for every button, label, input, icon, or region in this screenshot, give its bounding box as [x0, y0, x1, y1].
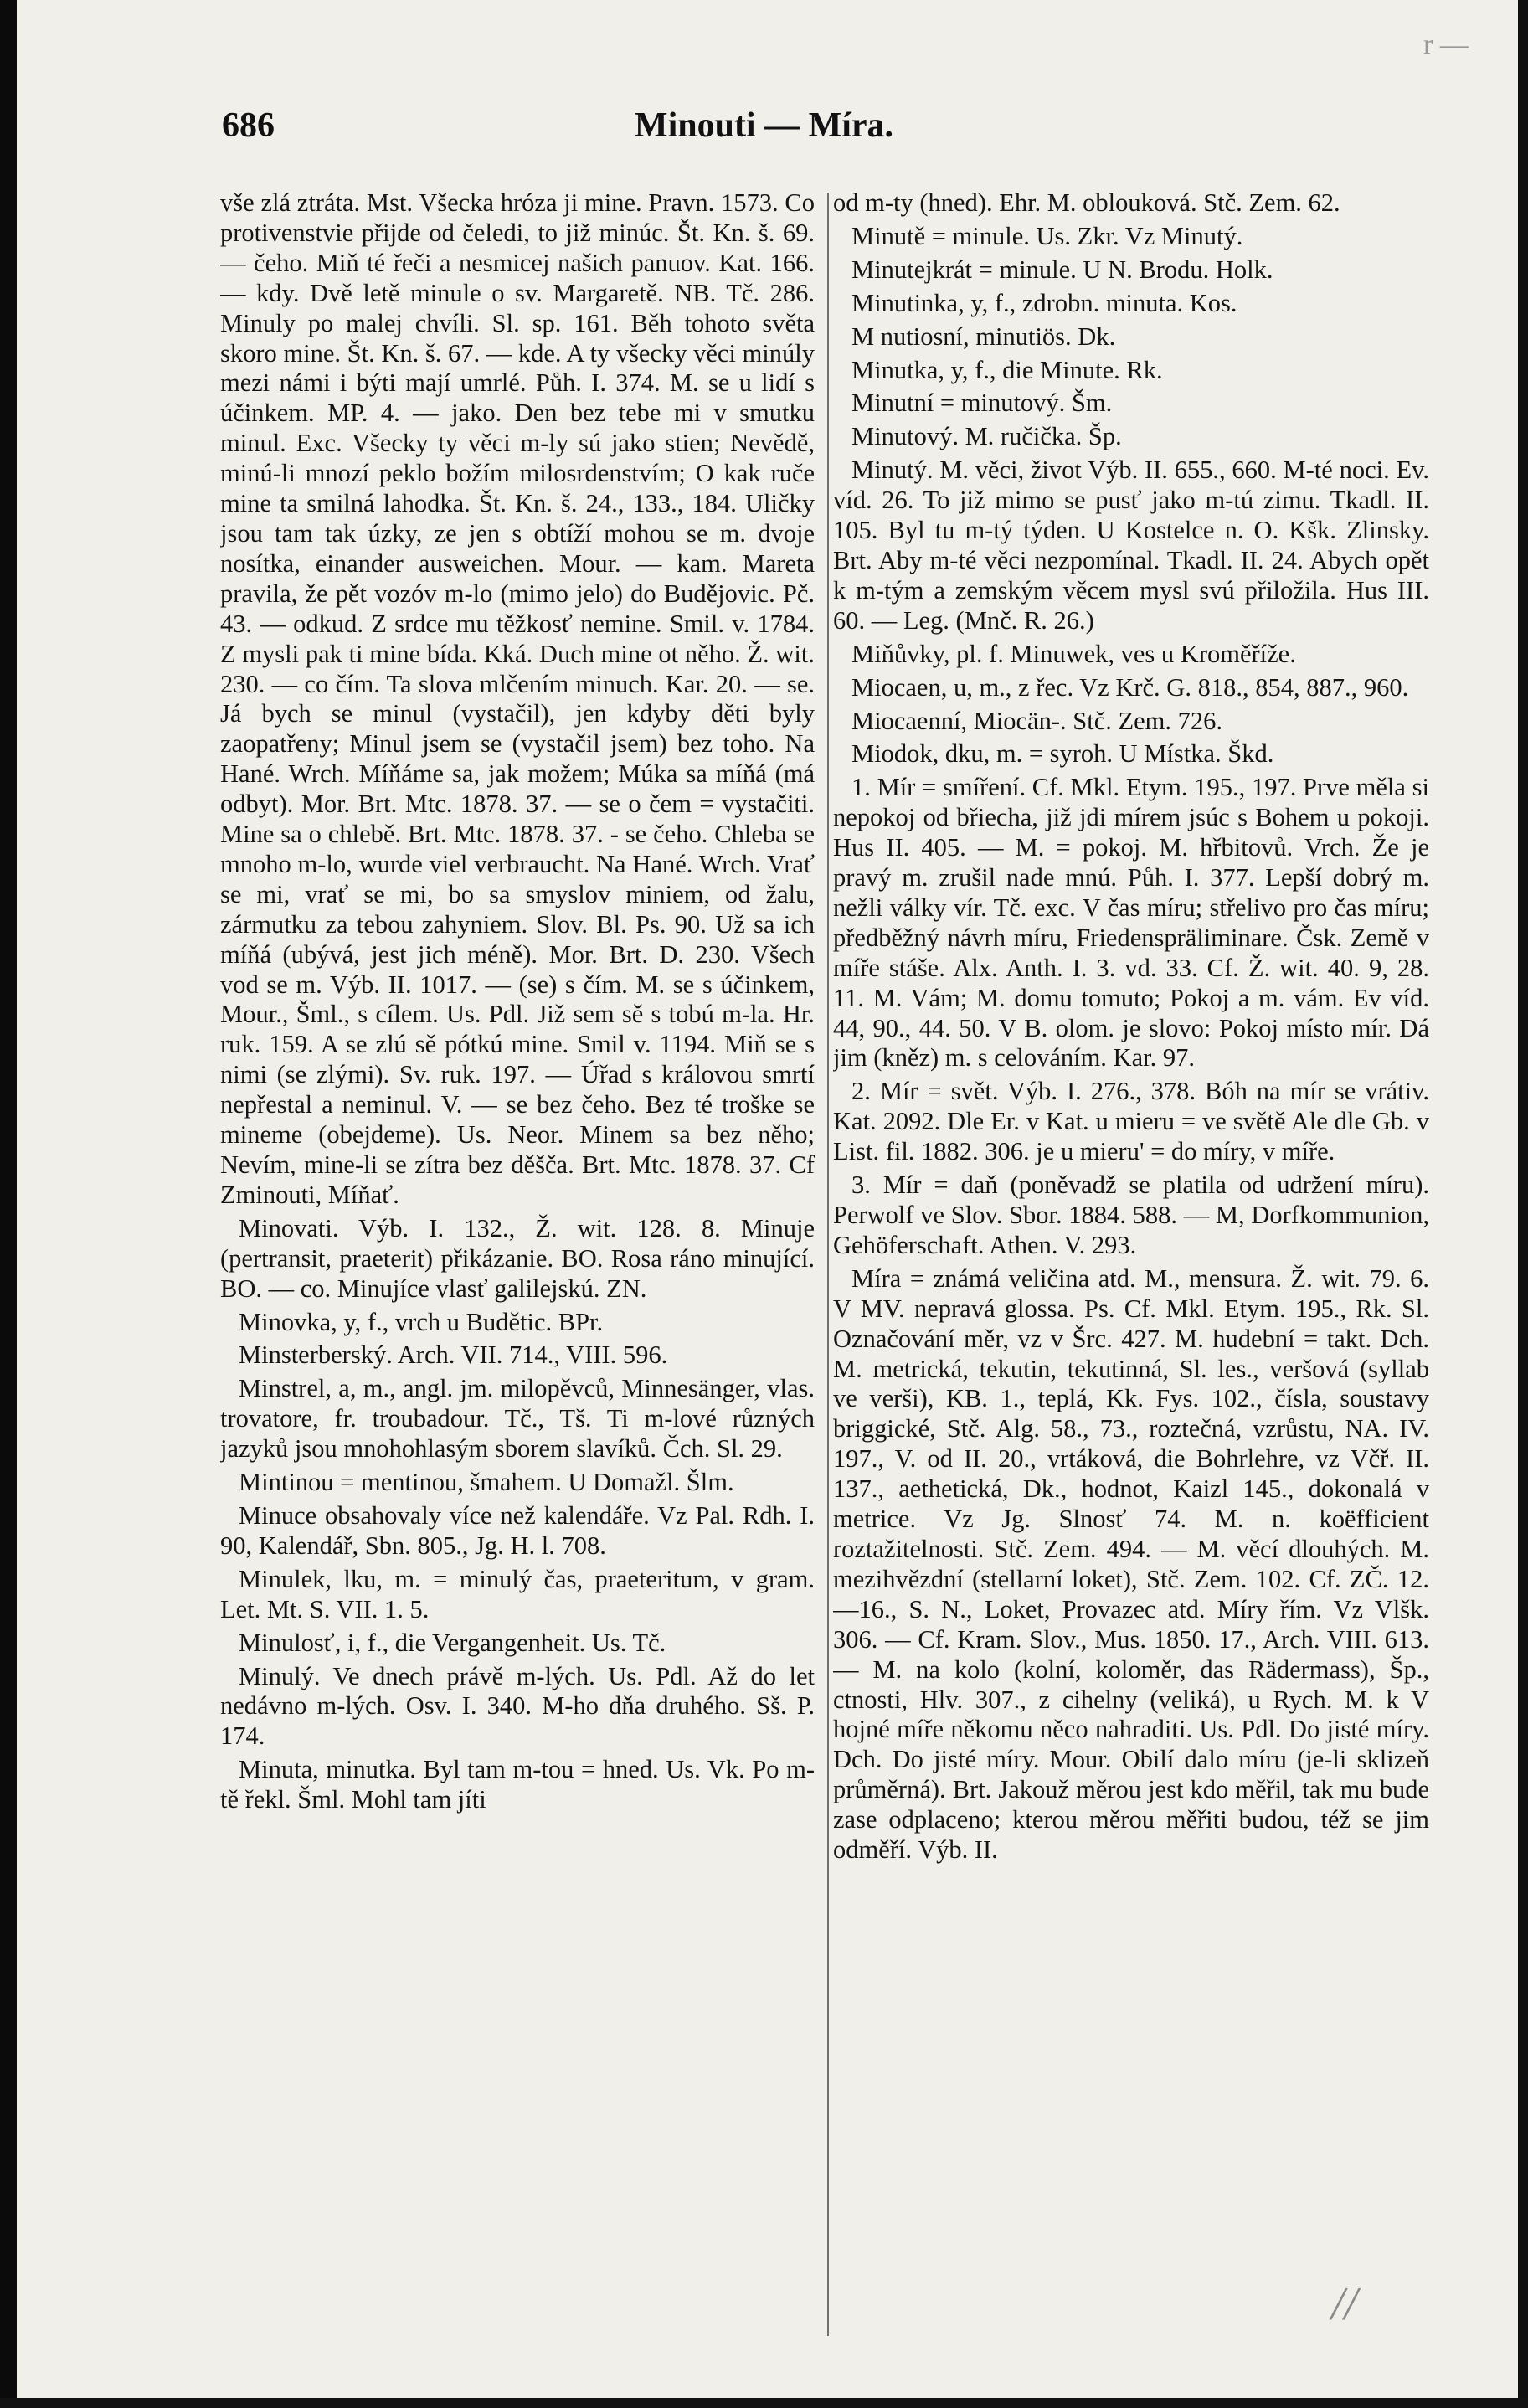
scan-border-bottom: [0, 2398, 1528, 2408]
dictionary-entry: Minulosť, i, f., die Vergangenheit. Us. Tč.: [239, 1628, 666, 1657]
dictionary-entry: Míra = známá veličina atd. M., mensura. Ž. wit. 79. 6. V MV. nepravá glossa. Ps. Cf. Mkl. Etym. 195., Rk. Sl. Označování měr, vz v Šrc. 427. M. hudební = takt. Dch. M. metrická, tekutin, tekutinná, Sl. les., veršová (syllab ve verši), KB. 1., teplá, Kk. Fys. 102., čísla, soustavy briggické, Stč. Alg. 58., 73., roztečná, vzrůstu, NA. IV. 197., V. od II. 20., vrtáková, die Bohrlehre, vz Včř. II. 137., aethetická, Dk., hodnot, Kaizl 145., dokonalá v metrice. Vz Jg. Slnosť 74. M. n. koëfficient roztažitelnosti. Stč. Zem. 494. — M. věcí dlouhých. M. mezihvězdní (stellarní loket), Stč. Zem. 102. Cf. ZČ. 12.—16., S. N., Loket, Provazec atd. Míry řím. Vz Vlšk. 306. — Cf. Kram. Slov., Mus. 1850. 17., Arch. VIII. 613. — M. na kolo (kolní, koloměr, das Rädermass), Šp., ctnosti, Hlv. 307., z cihelny (veliká), u Rych. M. k V hojné míře někomu něco nahraditi. Us. Pdl. Do jisté míry. Dch. Do jisté míry. Mour. Obilí dalo míru (je-li sklizeň průměrná). Brt. Jakouž měrou jest kdo měřil, tak mu bude zase odplaceno; kterou měrou měřiti budou, též se jim odměří. Výb. II.: [833, 1263, 1429, 1865]
scan-border-left: [0, 0, 17, 2408]
dictionary-entry: Miocaenní, Miocän-. Stč. Zem. 726.: [851, 706, 1222, 735]
scan-border-right: [1518, 0, 1528, 2408]
dictionary-entry: 1. Mír = smíření. Cf. Mkl. Etym. 195., 197. Prve měla si nepokoj od břiecha, již jdi mírem jsúc s Bohem u pokoji. Hus II. 405. — M. = pokoj. M. hřbitovů. Vrch. Že je pravý m. zrušil nade mnú. Půh. I. 377. Lepší dobrý m. nežli války vír. Tč. exc. V čas míru; střelivo pro čas míru; předběžný návrh míru, Friedenspräliminare. Čsk. Země v míře stáše. Alx. Anth. I. 3. vd. 33. Cf. Ž. wit. 40. 9, 28. 11. M. Vám; M. domu tomuto; Pokoj a m. vám. Ev víd. 44, 90., 44. 50. V B. olom. je slovo: Pokoj místo mír. Dá jim (kněz) m. s celováním. Kar. 97.: [833, 773, 1429, 1073]
dictionary-entry: Minutní = minutový. Šm.: [851, 388, 1113, 418]
dictionary-entry: Minsterberský. Arch. VII. 714., VIII. 596.: [239, 1340, 668, 1370]
corner-pencil-mark: r —: [1423, 29, 1469, 60]
dictionary-entry: Minovka, y, f., vrch u Budětic. BPr.: [239, 1307, 604, 1336]
dictionary-entry: Minutový. M. ručička. Šp.: [851, 422, 1122, 451]
dictionary-entry: Minuta, minutka. Byl tam m-tou = hned. Us. Vk. Po m-tě řekl. Šml. Mohl tam jíti: [220, 1755, 815, 1814]
dictionary-entry: 3. Mír = daň (poněvadž se platila od udržení míru). Perwolf ve Slov. Sbor. 1884. 588. — M, Dorfkommunion, Gehöferschaft. Athen. V. 293.: [833, 1171, 1429, 1259]
pencil-mark: //: [1331, 2278, 1358, 2330]
dictionary-entry: Minutejkrát = minule. U N. Brodu. Holk.: [851, 255, 1273, 284]
dictionary-entry: od m-ty (hned). Ehr. M. oblouková. Stč. Zem. 62.: [833, 188, 1340, 217]
dictionary-entry: Minovati. Výb. I. 132., Ž. wit. 128. 8. Minuje (pertransit, praeterit) přikázanie. BO. Rosa ráno minující. BO. — co. Minujíce vlasť galilejskú. ZN.: [220, 1213, 815, 1303]
dictionary-entry: Minutě = minule. Us. Zkr. Vz Minutý.: [851, 221, 1243, 250]
left-column: [220, 188, 815, 2349]
dictionary-entry: Minstrel, a, m., angl. jm. milopěvců, Minnesänger, vlas. trovatore, fr. troubadour. Tč., Tš. Ti m-lové různých jazyků jsou mnohohlasým sborem slavíků. Čch. Sl. 29.: [220, 1374, 815, 1464]
dictionary-entry: Miňůvky, pl. f. Minuwek, ves u Kroměříže.: [851, 639, 1296, 668]
right-column: [833, 188, 1429, 2349]
dictionary-entry: Miocaen, u, m., z řec. Vz Krč. G. 818., 854, 887., 960.: [851, 672, 1409, 702]
dictionary-entry: vše zlá ztráta. Mst. Všecka hróza ji mine. Pravn. 1573. Co protivenstvie přijde od čeledi, to již minúc. Št. Kn. š. 69. — čeho. Miň té řeči a nesmicej našich panuov. Kat. 166. — kdy. Dvě letě minule o sv. Margaretě. NB. Tč. 286. Minuly po malej chvíli. Sl. sp. 161. Běh tohoto světa skoro mine. Št. Kn. š. 67. — kde. A ty všecky věci minúly mezi námi i býti mají umrlé. Půh. I. 374. M. se u lidí s účinkem. MP. 4. — jako. Den bez tebe mi v smutku minul. Exc. Všecky ty věci m-ly sú jako stien; Nevědě, minú-li mnozí peklo božím milosrdenstvím; O kak ruče mine ta smilná lahodka. Št. Kn. š. 24., 133., 184. Uličky jsou tam tak úzky, ze jen s obtíží mohou se m. dvoje nosítka, einander ausweichen. Mour. — kam. Mareta pravila, že pět vozóv m-lo (mimo jelo) do Budějovic. Pč. 43. — odkud. Z srdce mu těžkosť nemine. Smil. v. 1784. Z mysli pak ti mine bída. Kká. Duch mine ot něho. Ž. wit. 230. — co čím. Ta slova mlčením minuch. Kar. 20. — se. Já bych se minul (vystačil), jen kdyby děti byly zaopatřeny; Minul jsem se (vystačil jsem) bez toho. Na Hané. Wrch. Míňáme sa, jak možem; Múka sa míňá (má odbyt). Mor. Brt. Mtc. 1878. 37. — se o čem = vystačiti. Mine sa o chlebě. Brt. Mtc. 1878. 37. - se čeho. Chleba se mnoho m-lo, wurde viel verbraucht. Na Hané. Wrch. Vrať se mi, vrať se mi, bo sa smyslov miniem, od žalu, zármutku za tebou zahyniem. Slov. Bl. Ps. 90. Už sa ich míňá (ubývá, jest jich méně). Mor. Brt. D. 230. Všech vod se m. Výb. II. 1017. — (se) s čím. M. se s účinkem, Mour., Šml., s cílem. Us. Pdl. Již sem sě s tobú m-la. Hr. ruk. 159. A se zlú sě pótkú mine. Smil v. 1194. Miň se s nimi (se zlými). Sv. ruk. 197. — Úřad s královou smrtí nepřestal a neminul. V. — se bez čeho. Bez té troške se mineme (obejdeme). Us. Neor. Minem sa bez něho; Nevím, mine-li se zítra bez děšča. Brt. Mtc. 1878. 37. Cf Zminouti, Míňať.: [220, 188, 815, 1209]
dictionary-entry: M nutiosní, minutiös. Dk.: [851, 322, 1116, 351]
dictionary-entry: Minutinka, y, f., zdrobn. minuta. Kos.: [851, 288, 1237, 317]
page-number: 686: [222, 106, 275, 145]
dictionary-entry: Minutý. M. věci, život Výb. II. 655., 660. M-té noci. Ev. víd. 26. To již mimo se pusť jako m-tú zimu. Tkadl. II. 105. Byl tu m-tý týden. U Kostelce n. O. Kšk. Zlinsky. Brt. Aby m-té věci nezpomínal. Tkadl. II. 24. Abych opět k m-tým a zemským věcem mysl svú přiložila. Hus III. 60. — Leg. (Mnč. R. 26.): [833, 455, 1429, 635]
dictionary-entry: Minulý. Ve dnech právě m-lých. Us. Pdl. Až do let nedávno m-lých. Osv. I. 340. M-ho dňa druhého. Sš. P. 174.: [220, 1661, 815, 1751]
dictionary-entry: 2. Mír = svět. Výb. I. 276., 378. Bóh na mír se vrátiv. Kat. 2092. Dle Er. v Kat. u mieru = ve světě Ale dle Gb. v List. fil. 1882. 306. je u mieru' = do míry, v míře.: [833, 1077, 1429, 1166]
dictionary-entry: Minutka, y, f., die Minute. Rk.: [851, 355, 1163, 384]
running-title: Minouti — Míra.: [634, 106, 894, 145]
column-divider: [827, 193, 829, 2336]
dictionary-entry: Mintinou = mentinou, šmahem. U Domažl. Šlm.: [239, 1468, 734, 1497]
dictionary-entry: Minulek, lku, m. = minulý čas, praeteritum, v gram. Let. Mt. S. VII. 1. 5.: [220, 1564, 815, 1623]
dictionary-entry: Minuce obsahovaly více než kalendáře. Vz Pal. Rdh. I. 90, Kalendář, Sbn. 805., Jg. H. l. 708.: [220, 1500, 815, 1560]
dictionary-entry: Miodok, dku, m. = syroh. U Místka. Škd.: [851, 739, 1274, 769]
